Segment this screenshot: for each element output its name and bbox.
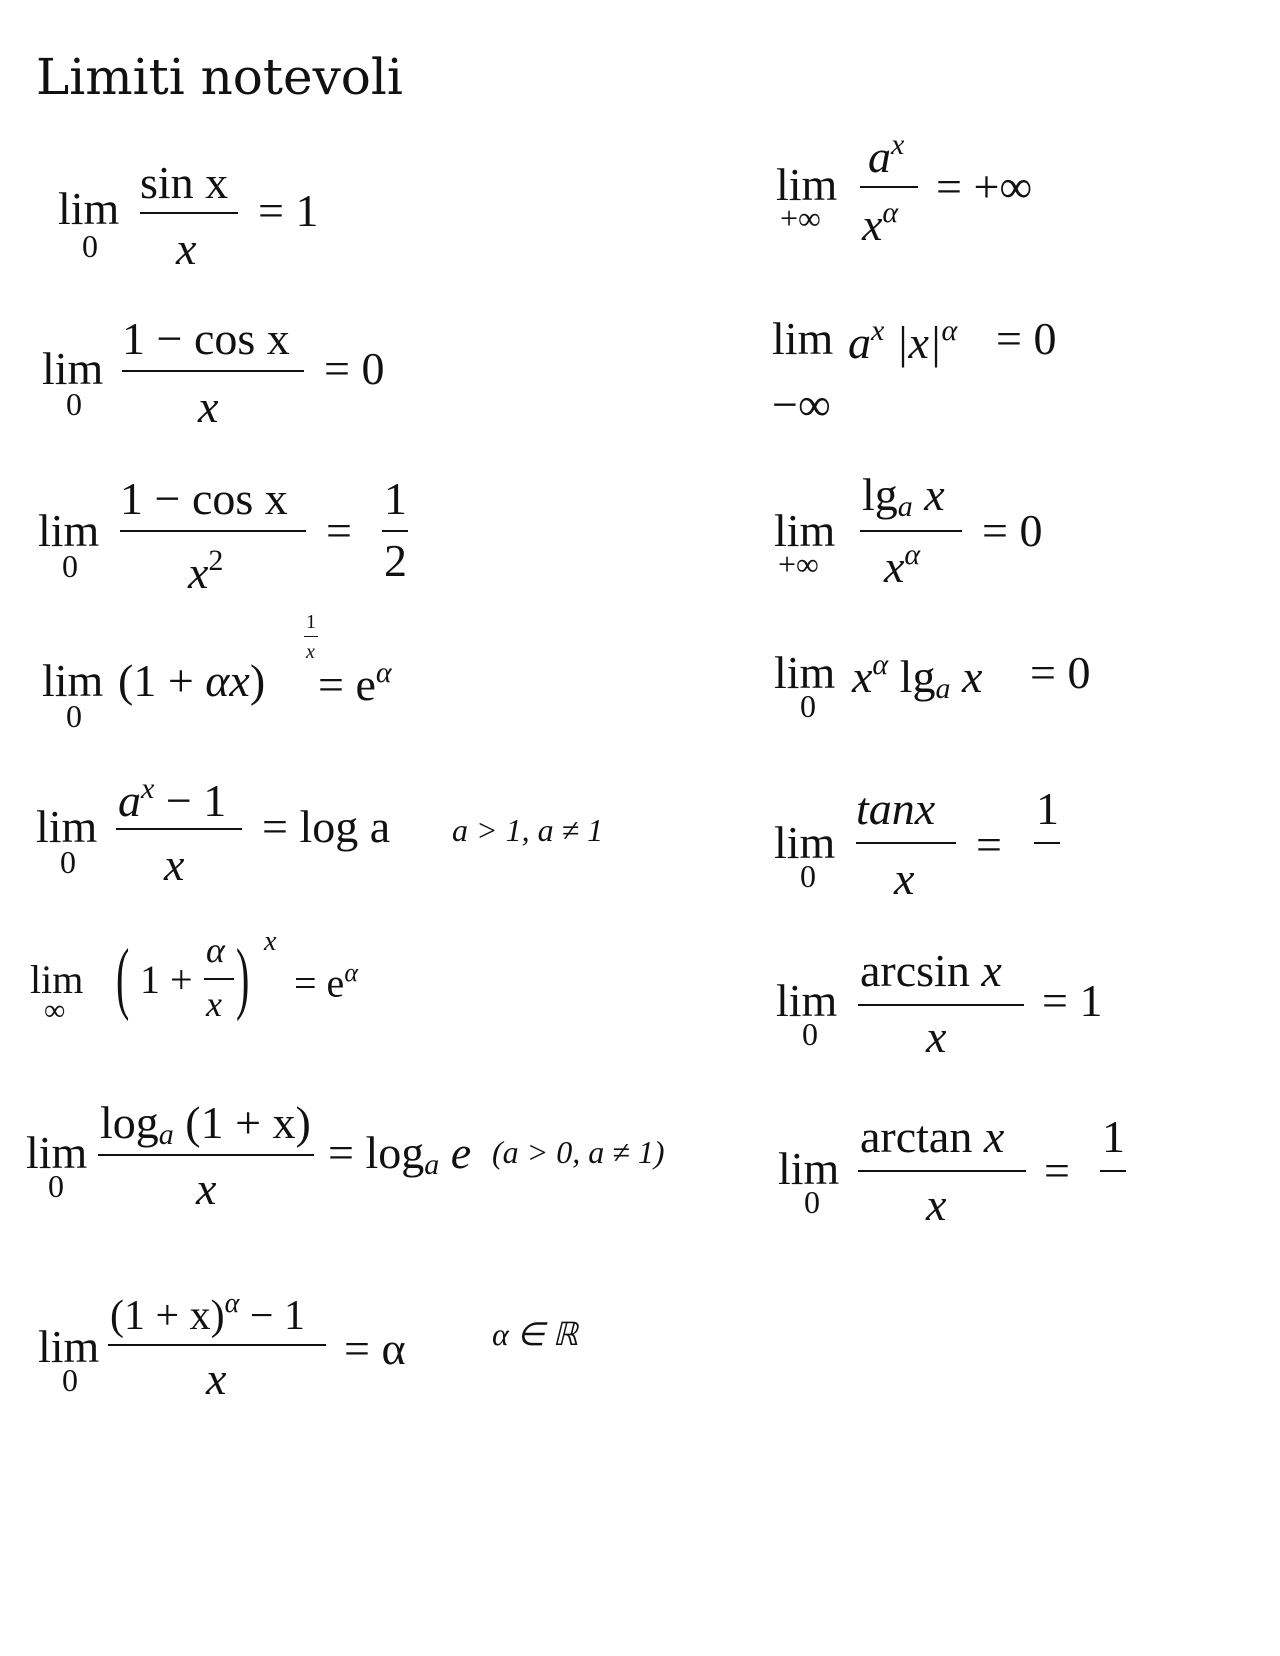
numerator: $\log_a (1 + x)$ xyxy=(100,1097,311,1151)
numerator: $(1 + x)^\alpha - 1$ xyxy=(110,1288,306,1339)
fraction-bar xyxy=(140,212,238,214)
numerator: $a^x$ xyxy=(868,128,905,182)
limit-1-cosx-over-x xyxy=(42,313,442,432)
lim-label: lim xyxy=(774,505,836,556)
limit-1-plus-x-pow-a-minus-1-over-x xyxy=(38,1290,638,1410)
lim-label: lim xyxy=(36,801,98,852)
result: = +∞ xyxy=(936,161,1033,212)
exponent-numerator: 1 xyxy=(306,611,316,633)
close-paren: ) xyxy=(236,934,250,1022)
lim-label: lim xyxy=(58,183,120,234)
denominator: $x^\alpha$ xyxy=(884,538,921,592)
denominator: $x^2$ xyxy=(188,544,224,598)
result-fraction-bar xyxy=(1034,842,1060,844)
lim-label: lim xyxy=(30,957,84,1002)
lim-subscript: 0 xyxy=(48,1168,64,1204)
numerator: 1 − cos x xyxy=(122,313,290,364)
equals: = xyxy=(1044,1145,1070,1196)
denominator: x xyxy=(926,1179,947,1230)
result: = 0 xyxy=(996,313,1057,364)
lim-label: lim xyxy=(772,313,834,364)
result-denominator: 2 xyxy=(384,535,407,586)
numerator: tanx xyxy=(856,783,936,834)
lim-label: lim xyxy=(774,817,836,868)
limit-1-plus-ax-pow-1-over-x xyxy=(42,612,462,742)
base: (1 + αx) xyxy=(118,655,266,706)
limit-loga-1-plus-x-over-x xyxy=(26,1097,706,1220)
lim-label: lim xyxy=(26,1127,88,1178)
fraction-bar xyxy=(858,1004,1024,1006)
expression: $x^\alpha$ $\lg_a x$ xyxy=(852,648,983,705)
limit-x-alpha-lga-x xyxy=(774,640,1154,740)
denominator: x xyxy=(198,381,219,432)
exponent: x xyxy=(264,926,277,957)
expression: $a^x$ $|x|^\alpha$ xyxy=(848,314,958,368)
inner-fraction-bar xyxy=(204,978,234,980)
lim-subscript: ∞ xyxy=(44,994,66,1027)
fraction-bar xyxy=(860,530,962,532)
denominator: x xyxy=(196,1163,217,1214)
numerator: $a^x - 1$ xyxy=(118,772,227,826)
lim-subscript: 0 xyxy=(66,698,82,734)
condition: (a > 0, a ≠ 1) xyxy=(492,1134,665,1170)
result-fraction-bar xyxy=(1100,1170,1126,1172)
numerator: 1 − cos x xyxy=(120,473,288,524)
lim-subscript: 0 xyxy=(800,688,816,724)
result: = 0 xyxy=(982,505,1043,556)
denominator: x xyxy=(894,853,915,904)
lim-subscript: 0 xyxy=(800,858,816,894)
fraction-bar xyxy=(122,370,304,372)
lim-label: lim xyxy=(38,505,100,556)
lim-label: lim xyxy=(778,1143,840,1194)
fraction-bar xyxy=(858,1170,1026,1172)
result: = 0 xyxy=(324,343,385,394)
fraction-bar xyxy=(856,842,956,844)
lim-label: lim xyxy=(38,1321,100,1372)
one-plus: 1 + xyxy=(140,957,193,1002)
lim-label: lim xyxy=(42,343,104,394)
lim-subscript: 0 xyxy=(60,844,76,880)
lim-subscript: 0 xyxy=(62,548,78,584)
result: = $e^\alpha$ xyxy=(294,958,358,1006)
condition: α ∈ ℝ xyxy=(492,1316,579,1352)
open-paren: ( xyxy=(116,934,130,1022)
numerator: arctan x xyxy=(860,1111,1005,1162)
limit-ax-abs-x-alpha xyxy=(772,312,1132,432)
numerator: arcsin x xyxy=(860,945,1002,996)
result: = $\log_a e$ xyxy=(328,1127,472,1181)
exponent-denominator: x xyxy=(306,641,315,663)
lim-subscript: 0 xyxy=(62,1362,78,1398)
equals: = xyxy=(976,819,1002,870)
lim-subscript: 0 xyxy=(802,1016,818,1052)
denominator: x xyxy=(164,839,185,890)
inner-denominator: x xyxy=(206,984,222,1024)
numerator: $\lg_a x$ xyxy=(862,469,945,523)
denominator: $x^\alpha$ xyxy=(862,196,899,250)
fraction-bar xyxy=(108,1344,326,1346)
fraction-bar xyxy=(116,828,242,830)
fraction-bar xyxy=(120,530,306,532)
denominator: x xyxy=(206,1353,227,1404)
result-numerator: 1 xyxy=(1036,783,1059,834)
denominator: x xyxy=(926,1011,947,1062)
exponent-fraction-bar xyxy=(304,636,318,637)
fraction-bar xyxy=(860,186,918,188)
numerator: sin x xyxy=(140,157,229,208)
result: = 1 xyxy=(258,185,319,236)
page-title: Limiti notevoli xyxy=(36,48,403,106)
result: = $e^\alpha$ xyxy=(318,656,392,710)
inner-numerator: α xyxy=(206,930,225,970)
limit-arctanx-over-x xyxy=(778,1111,1138,1234)
lim-label: lim xyxy=(776,159,838,210)
result: = 0 xyxy=(1030,647,1091,698)
result-numerator: 1 xyxy=(384,473,407,524)
condition: a > 1, a ≠ 1 xyxy=(452,812,604,848)
limit-arcsinx-over-x xyxy=(776,945,1136,1068)
lim-label: lim xyxy=(42,655,104,706)
lim-label: lim xyxy=(774,647,836,698)
lim-subscript: +∞ xyxy=(778,546,819,582)
lim-label: lim xyxy=(776,975,838,1026)
lim-subscript: 0 xyxy=(804,1184,820,1220)
limit-sinx-over-x xyxy=(58,157,378,274)
lim-subscript: +∞ xyxy=(780,200,821,236)
limit-tanx-over-x xyxy=(774,783,1094,906)
lim-subscript: 0 xyxy=(66,386,82,422)
limit-1-cosx-over-x2 xyxy=(38,473,458,598)
equals: = xyxy=(326,505,352,556)
limit-1-plus-a-over-x-pow-x xyxy=(30,928,430,1048)
result: = 1 xyxy=(1042,975,1103,1026)
denominator: x xyxy=(176,223,197,274)
result-numerator: 1 xyxy=(1102,1111,1125,1162)
fraction-bar xyxy=(98,1154,314,1156)
limit-ax-minus-1-over-x xyxy=(36,770,676,890)
result: = log a xyxy=(262,801,391,852)
lim-subscript: −∞ xyxy=(772,379,831,430)
limit-lga-x-over-x-alpha xyxy=(774,468,1134,598)
lim-subscript: 0 xyxy=(82,228,98,264)
result-fraction-bar xyxy=(382,530,408,532)
limit-ax-over-x-alpha xyxy=(776,122,1136,250)
result: = α xyxy=(344,1323,406,1374)
